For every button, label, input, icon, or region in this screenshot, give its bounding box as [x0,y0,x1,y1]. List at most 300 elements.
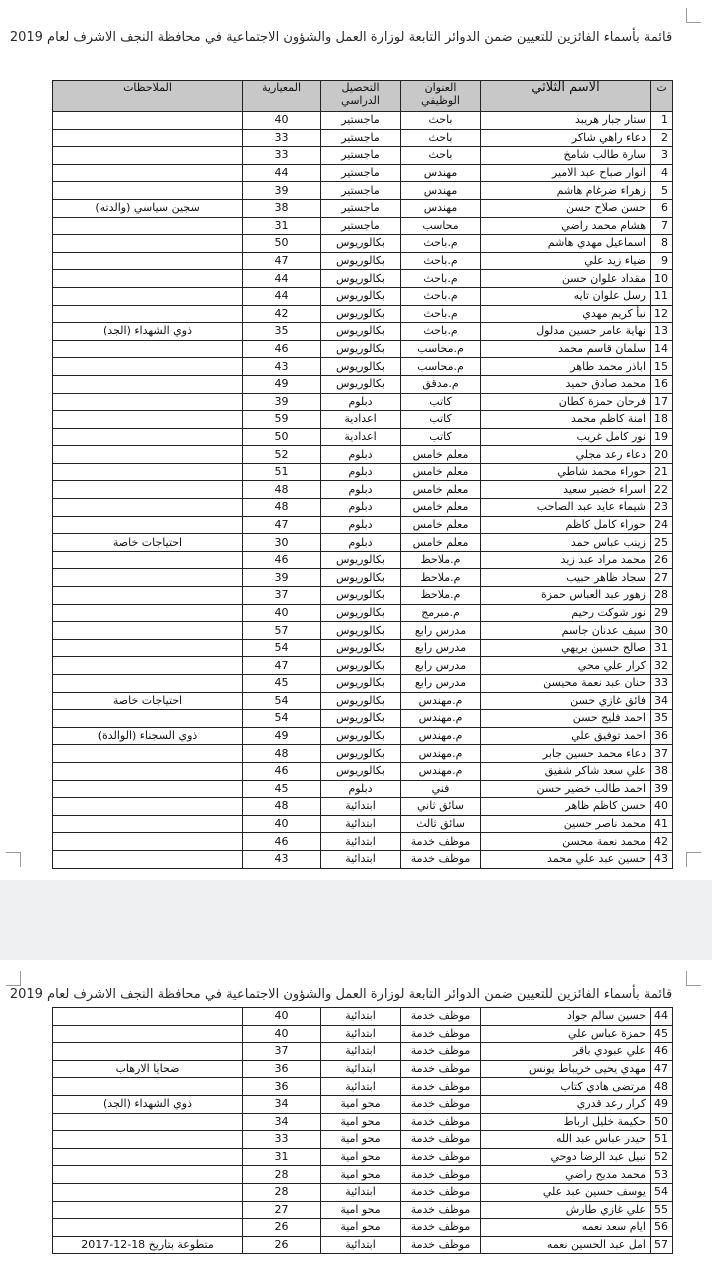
row-name: نور شوكت رحيم [481,604,651,622]
row-job-title: م.محاسب [401,358,481,376]
row-name: سارة طالب شامخ [481,147,651,165]
row-education: بكالوريوس [321,305,401,323]
row-score: 42 [243,305,321,323]
row-name: مرتضى هادي كتاب [481,1078,651,1096]
row-name: اسراء خضير سعيد [481,481,651,499]
row-score: 49 [243,727,321,745]
row-note [53,147,243,165]
row-name: حيدر عباس عبد الله [481,1131,651,1149]
row-education: بكالوريوس [321,375,401,393]
row-name: رسل علوان تايه [481,287,651,305]
table-row [53,1008,673,1026]
row-score: 43 [243,850,321,868]
table-row [53,745,673,763]
header-education: التحصيل الدراسي [321,81,401,112]
row-name: شيماء عايد عبد الصاحب [481,499,651,517]
row-job-title: باحث [401,129,481,147]
row-score: 34 [243,1113,321,1131]
row-note [53,252,243,270]
table-row [53,762,673,780]
table-row [53,1095,673,1113]
row-score: 44 [243,164,321,182]
table-row [53,164,673,182]
row-education: بكالوريوس [321,692,401,710]
row-number: 11 [651,287,673,305]
row-score: 59 [243,411,321,429]
row-score: 43 [243,358,321,376]
row-job-title: موظف خدمة [401,1025,481,1043]
row-score: 50 [243,428,321,446]
table-row [53,1183,673,1201]
row-name: ضياء زيد علي [481,252,651,270]
row-education: بكالوريوس [321,323,401,341]
header-name: الاسم الثلاثي [481,81,651,112]
row-education: ماجستير [321,182,401,200]
row-note: ذوي السجناء (الوالدة) [53,727,243,745]
row-number: 33 [651,675,673,693]
row-job-title: م.مهندس [401,745,481,763]
winners-table-page-1 [52,80,673,869]
row-note: احتياجات خاصة [53,692,243,710]
row-number: 24 [651,516,673,534]
row-name: حسن صلاح حسن [481,199,651,217]
table-body-page-2 [53,1008,673,1254]
row-number: 27 [651,569,673,587]
row-score: 40 [243,815,321,833]
row-score: 51 [243,463,321,481]
row-job-title: موظف خدمة [401,1166,481,1184]
row-number: 54 [651,1183,673,1201]
row-name: اباذر محمد طاهر [481,358,651,376]
table-row [53,657,673,675]
row-name: امنة كاظم محمد [481,411,651,429]
row-score: 34 [243,1095,321,1113]
table-row [53,393,673,411]
table-row [53,129,673,147]
row-education: بكالوريوس [321,675,401,693]
row-education: بكالوريوس [321,551,401,569]
row-number: 57 [651,1236,673,1254]
row-note [53,587,243,605]
table-row [53,270,673,288]
row-score: 36 [243,1078,321,1096]
row-number: 36 [651,727,673,745]
row-note [53,604,243,622]
row-note [53,358,243,376]
row-education: بكالوريوس [321,622,401,640]
row-note [53,815,243,833]
header-score: المعيارية [243,81,321,112]
row-job-title: م.مدقق [401,375,481,393]
row-job-title: مدرس رابع [401,675,481,693]
row-job-title: معلم خامس [401,481,481,499]
page-corner-mark [686,8,701,23]
row-score: 44 [243,287,321,305]
table-row [53,217,673,235]
table-row [53,710,673,728]
table-row [53,411,673,429]
row-name: علي سعد شاكر شفيق [481,762,651,780]
row-score: 26 [243,1236,321,1254]
row-note [53,1131,243,1149]
row-name: احمد طالب خضير حسن [481,780,651,798]
row-name: زينب عباس حمد [481,534,651,552]
row-note: ذوي الشهداء (الجد) [53,323,243,341]
row-education: محو امية [321,1201,401,1219]
row-note [53,393,243,411]
row-score: 47 [243,657,321,675]
row-note [53,569,243,587]
row-job-title: موظف خدمة [401,1201,481,1219]
row-name: دعاء راهي شاكر [481,129,651,147]
row-name: حسين عبد علي محمد [481,850,651,868]
row-name: نبأ كريم مهدي [481,305,651,323]
row-job-title: م.باحث [401,305,481,323]
row-job-title: موظف خدمة [401,1043,481,1061]
row-note: متطوعة بتاريخ 18-12-2017 [53,1236,243,1254]
row-score: 28 [243,1183,321,1201]
row-score: 44 [243,270,321,288]
row-note [53,446,243,464]
row-number: 50 [651,1113,673,1131]
row-note [53,463,243,481]
row-name: فائق غازي حسن [481,692,651,710]
table-row [53,182,673,200]
row-name: انوار صباح عبد الامير [481,164,651,182]
row-education: دبلوم [321,463,401,481]
row-number: 52 [651,1148,673,1166]
table-row [53,375,673,393]
row-education: ماجستير [321,164,401,182]
row-name: محمد ناصر حسين [481,815,651,833]
row-score: 54 [243,692,321,710]
row-job-title: معلم خامس [401,499,481,517]
row-job-title: كاتب [401,393,481,411]
row-job-title: م.ملاحظ [401,569,481,587]
table-row [53,287,673,305]
header-notes: الملاحظات [53,81,243,112]
row-job-title: موظف خدمة [401,1131,481,1149]
row-job-title: معلم خامس [401,463,481,481]
row-job-title: م.باحث [401,287,481,305]
row-education: بكالوريوس [321,745,401,763]
row-education: محو امية [321,1113,401,1131]
winners-table-page-2 [52,1007,673,1254]
table-row [53,481,673,499]
table-row [53,323,673,341]
row-job-title: سائق ثاني [401,798,481,816]
row-score: 26 [243,1219,321,1237]
table-row [53,1131,673,1149]
row-name: محمد مراد عبد زيد [481,551,651,569]
row-number: 37 [651,745,673,763]
row-score: 38 [243,199,321,217]
row-job-title: معلم خامس [401,446,481,464]
row-note [53,1113,243,1131]
row-number: 21 [651,463,673,481]
row-education: بكالوريوس [321,270,401,288]
row-note [53,1148,243,1166]
row-name: زهراء ضرغام هاشم [481,182,651,200]
row-name: حوراء كامل كاظم [481,516,651,534]
row-number: 26 [651,551,673,569]
row-number: 1 [651,112,673,130]
row-number: 4 [651,164,673,182]
row-job-title: موظف خدمة [401,1113,481,1131]
row-number: 12 [651,305,673,323]
row-job-title: مدرس رابع [401,657,481,675]
row-note [53,499,243,517]
row-number: 23 [651,499,673,517]
table-row [53,1043,673,1061]
row-name: دعاء محمد حسين جابر [481,745,651,763]
row-job-title: موظف خدمة [401,833,481,851]
row-note: ضحايا الارهاب [53,1060,243,1078]
page-corner-mark [6,852,21,867]
row-name: يوسف حسين عبد علي [481,1183,651,1201]
row-number: 22 [651,481,673,499]
row-job-title: م.باحث [401,252,481,270]
table-row [53,428,673,446]
row-job-title: موظف خدمة [401,1095,481,1113]
row-education: بكالوريوس [321,657,401,675]
row-score: 28 [243,1166,321,1184]
row-education: ماجستير [321,217,401,235]
row-number: 18 [651,411,673,429]
row-education: دبلوم [321,780,401,798]
row-note [53,780,243,798]
row-job-title: مهندس [401,199,481,217]
row-number: 16 [651,375,673,393]
row-score: 46 [243,833,321,851]
row-name: امل عبد الحسين نعمه [481,1236,651,1254]
row-education: ماجستير [321,129,401,147]
row-score: 33 [243,129,321,147]
row-note [53,129,243,147]
row-note [53,1078,243,1096]
row-education: محو امية [321,1095,401,1113]
row-education: اعدادية [321,428,401,446]
table-row [53,1113,673,1131]
row-name: محمد نعمة محسن [481,833,651,851]
row-job-title: م.مهندس [401,710,481,728]
table-row [53,604,673,622]
row-note [53,1219,243,1237]
table-row [53,463,673,481]
row-name: هشام محمد راضي [481,217,651,235]
row-name: حنان عبد نعمة محيسن [481,675,651,693]
row-education: بكالوريوس [321,287,401,305]
row-note [53,1043,243,1061]
row-name: سيف عدنان جاسم [481,622,651,640]
row-education: ابتدائية [321,798,401,816]
row-note [53,833,243,851]
table-row [53,499,673,517]
row-name: ستار جبار هريبد [481,112,651,130]
table-row [53,622,673,640]
row-note [53,287,243,305]
row-note [53,745,243,763]
row-name: حسين سالم جواد [481,1008,651,1026]
row-education: بكالوريوس [321,235,401,253]
row-number: 55 [651,1201,673,1219]
row-education: بكالوريوس [321,727,401,745]
table-row [53,1025,673,1043]
row-education: ابتدائية [321,833,401,851]
row-number: 38 [651,762,673,780]
row-job-title: موظف خدمة [401,1060,481,1078]
row-job-title: فني [401,780,481,798]
row-note [53,850,243,868]
row-name: نور كامل غريب [481,428,651,446]
row-note [53,164,243,182]
row-job-title: باحث [401,147,481,165]
table-row [53,112,673,130]
row-number: 42 [651,833,673,851]
row-number: 10 [651,270,673,288]
row-note [53,428,243,446]
row-score: 52 [243,446,321,464]
row-education: دبلوم [321,393,401,411]
row-job-title: م.مبرمج [401,604,481,622]
row-note [53,516,243,534]
row-score: 45 [243,780,321,798]
row-education: ابتدائية [321,815,401,833]
row-job-title: م.ملاحظ [401,587,481,605]
row-education: ماجستير [321,112,401,130]
row-number: 51 [651,1131,673,1149]
row-number: 31 [651,639,673,657]
row-job-title: م.باحث [401,323,481,341]
row-education: بكالوريوس [321,604,401,622]
row-name: محمد صادق حميد [481,375,651,393]
page-gap [0,880,712,960]
table-row [53,692,673,710]
row-note [53,639,243,657]
row-note [53,1201,243,1219]
document-page-2 [0,965,712,1280]
table-row [53,1219,673,1237]
row-number: 46 [651,1043,673,1061]
row-job-title: م.ملاحظ [401,551,481,569]
row-job-title: موظف خدمة [401,1148,481,1166]
row-number: 34 [651,692,673,710]
row-education: محو امية [321,1148,401,1166]
row-number: 14 [651,340,673,358]
row-job-title: معلم خامس [401,516,481,534]
row-score: 31 [243,217,321,235]
table-row [53,1060,673,1078]
row-score: 33 [243,147,321,165]
page-corner-mark [686,971,701,986]
row-name: نبيل عبد الرضا دوحي [481,1148,651,1166]
table-body-page-1 [53,112,673,869]
row-job-title: مدرس رابع [401,639,481,657]
row-number: 6 [651,199,673,217]
row-score: 40 [243,1025,321,1043]
row-job-title: باحث [401,112,481,130]
row-number: 17 [651,393,673,411]
row-score: 54 [243,639,321,657]
row-score: 35 [243,323,321,341]
row-number: 56 [651,1219,673,1237]
row-education: ماجستير [321,147,401,165]
row-job-title: موظف خدمة [401,1078,481,1096]
page-corner-mark [686,852,701,867]
row-education: بكالوريوس [321,252,401,270]
row-number: 32 [651,657,673,675]
row-education: دبلوم [321,481,401,499]
row-score: 46 [243,340,321,358]
row-note [53,1008,243,1026]
row-job-title: م.مهندس [401,692,481,710]
row-score: 47 [243,252,321,270]
row-score: 50 [243,235,321,253]
row-note [53,305,243,323]
row-note [53,551,243,569]
row-score: 30 [243,534,321,552]
row-education: ابتدائية [321,850,401,868]
row-score: 48 [243,481,321,499]
table-row [53,1236,673,1254]
table-row [53,1148,673,1166]
row-name: حسن كاظم ظاهر [481,798,651,816]
row-score: 48 [243,499,321,517]
table-row [53,833,673,851]
row-education: بكالوريوس [321,762,401,780]
row-note [53,340,243,358]
header-job: العنوان الوظيفي [401,81,481,112]
row-note [53,710,243,728]
table-header-row [53,81,673,112]
table-row [53,252,673,270]
row-note [53,798,243,816]
row-number: 44 [651,1008,673,1026]
row-job-title: مدرس رابع [401,622,481,640]
row-education: محو امية [321,1219,401,1237]
row-name: دعاء رعد مجلي [481,446,651,464]
row-note [53,375,243,393]
table-row [53,798,673,816]
row-number: 43 [651,850,673,868]
row-job-title: موظف خدمة [401,1219,481,1237]
row-name: فرحان حمزة كطان [481,393,651,411]
row-job-title: معلم خامس [401,534,481,552]
row-score: 40 [243,112,321,130]
row-score: 57 [243,622,321,640]
row-job-title: م.باحث [401,235,481,253]
table-row [53,358,673,376]
row-name: صالح حسين بريهي [481,639,651,657]
row-education: بكالوريوس [321,639,401,657]
row-education: دبلوم [321,516,401,534]
row-score: 47 [243,516,321,534]
row-name: كرار علي محي [481,657,651,675]
row-number: 25 [651,534,673,552]
row-education: ابتدائية [321,1236,401,1254]
row-note [53,622,243,640]
table-row [53,727,673,745]
table-row [53,1078,673,1096]
row-score: 48 [243,798,321,816]
row-job-title: موظف خدمة [401,850,481,868]
row-education: ابتدائية [321,1043,401,1061]
row-number: 15 [651,358,673,376]
row-number: 20 [651,446,673,464]
row-name: احمد توفيق علي [481,727,651,745]
row-job-title: مهندس [401,164,481,182]
row-number: 8 [651,235,673,253]
